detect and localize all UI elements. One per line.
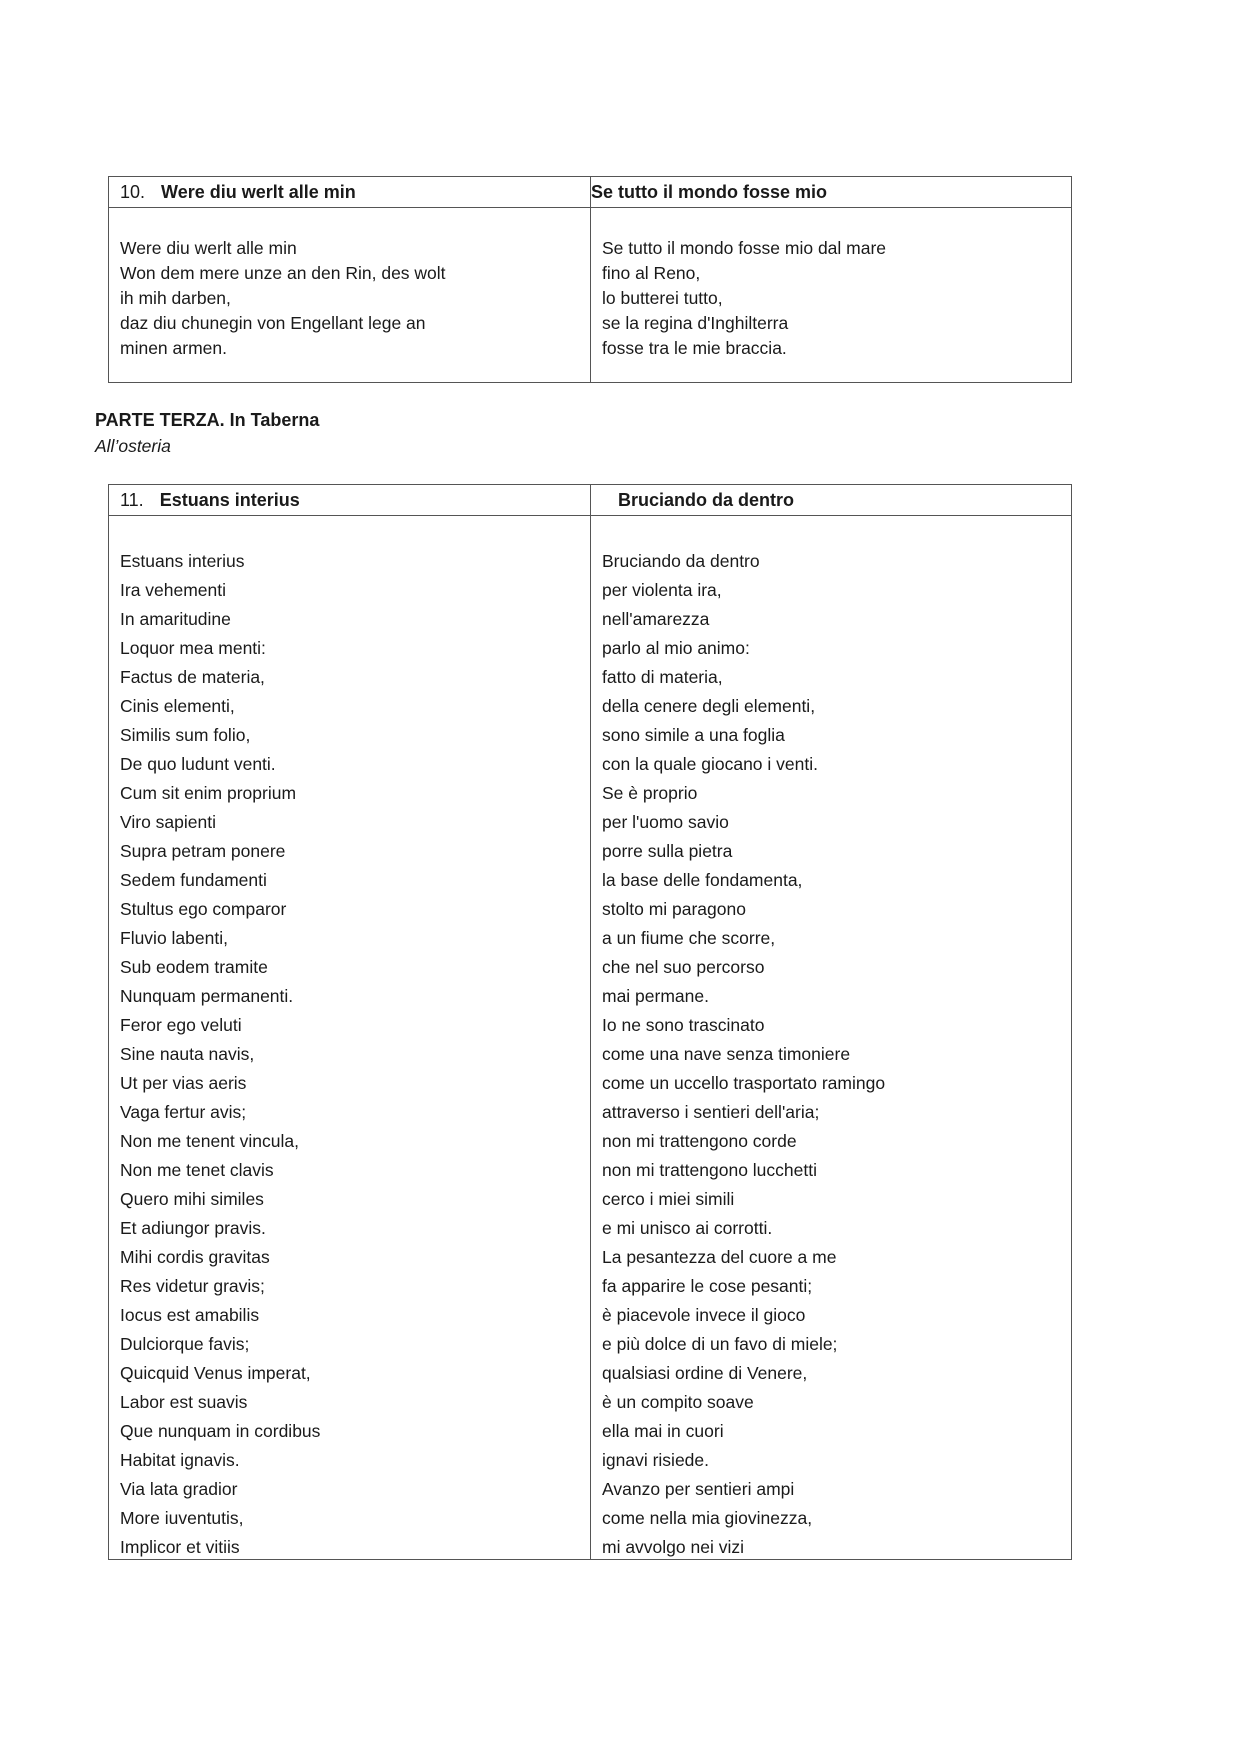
text-line: In amaritudine <box>120 609 231 629</box>
section-subtitle: All’osteria <box>95 436 171 456</box>
text-line: Iocus est amabilis <box>120 1305 260 1325</box>
text-line: nell'amarezza <box>602 609 710 629</box>
header-latin <box>109 485 591 515</box>
song-number: 11. <box>120 489 144 510</box>
text-line: Cinis elementi, <box>120 696 235 716</box>
text-line: qualsiasi ordine di Venere, <box>602 1363 808 1383</box>
text-line: Factus de materia, <box>120 667 265 687</box>
text-line: Won dem mere unze an den Rin, des wolt <box>120 263 446 283</box>
text-line: La pesantezza del cuore a me <box>602 1247 837 1267</box>
text-line: Similis sum folio, <box>120 725 251 745</box>
song-table-10 <box>108 176 1072 383</box>
italian-text-column <box>591 208 1071 383</box>
text-line: More iuventutis, <box>120 1508 244 1528</box>
text-line: come un uccello trasportato ramingo <box>602 1073 886 1093</box>
text-line: Se è proprio <box>602 783 698 803</box>
text-line: Viro sapienti <box>120 812 216 832</box>
text-line: come nella mia giovinezza, <box>602 1508 813 1528</box>
text-line: Sine nauta navis, <box>120 1044 255 1064</box>
text-line: della cenere degli elementi, <box>602 696 816 716</box>
text-line: Via lata gradior <box>120 1479 238 1499</box>
text-line: Se tutto il mondo fosse mio dal mare <box>602 238 887 258</box>
header-latin <box>109 177 591 207</box>
text-line: De quo ludunt venti. <box>120 754 276 774</box>
text-line: per l'uomo savio <box>602 812 729 832</box>
text-line: con la quale giocano i venti. <box>602 754 818 774</box>
text-line: Cum sit enim proprium <box>120 783 297 803</box>
text-line: come una nave senza timoniere <box>602 1044 851 1064</box>
text-line: Feror ego veluti <box>120 1015 242 1035</box>
text-line: Loquor mea menti: <box>120 638 266 658</box>
section-title: PARTE TERZA. In Taberna <box>95 410 320 430</box>
table-body <box>109 516 1071 1560</box>
song-title-italian: Se tutto il mondo fosse mio <box>591 181 828 202</box>
text-line: Res videtur gravis; <box>120 1276 265 1296</box>
latin-text-column <box>109 516 591 1560</box>
header-italian <box>591 177 1071 207</box>
text-line: ih mih darben, <box>120 288 231 308</box>
text-line: cerco i miei simili <box>602 1189 735 1209</box>
text-line: Ira vehementi <box>120 580 227 600</box>
song-title-latin: Estuans interius <box>159 489 300 510</box>
text-line: sono simile a una foglia <box>602 725 785 745</box>
text-line: Que nunquam in cordibus <box>120 1421 321 1441</box>
text-line: minen armen. <box>120 338 227 358</box>
text-line: daz diu chunegin von Engellant lege an <box>120 313 426 333</box>
text-line: e più dolce di un favo di miele; <box>602 1334 838 1354</box>
text-line: Vaga fertur avis; <box>120 1102 247 1122</box>
text-line: fa apparire le cose pesanti; <box>602 1276 813 1296</box>
song-number: 10. <box>120 181 146 202</box>
text-line: Fluvio labenti, <box>120 928 228 948</box>
text-line: mi avvolgo nei vizi <box>602 1537 744 1557</box>
text-line: Bruciando da dentro <box>602 551 760 571</box>
text-line: parlo al mio animo: <box>602 638 750 658</box>
text-line: a un fiume che scorre, <box>602 928 776 948</box>
table-header <box>109 485 1071 516</box>
text-line: Et adiungor pravis. <box>120 1218 266 1238</box>
text-line: Quicquid Venus imperat, <box>120 1363 311 1383</box>
text-line: Stultus ego comparor <box>120 899 287 919</box>
text-line: Sub eodem tramite <box>120 957 268 977</box>
text-line: se la regina d'Inghilterra <box>602 313 789 333</box>
text-line: è piacevole invece il gioco <box>602 1305 806 1325</box>
text-line: è un compito soave <box>602 1392 754 1412</box>
text-line: mai permane. <box>602 986 709 1006</box>
text-line: Implicor et vitiis <box>120 1537 240 1557</box>
table-header <box>109 177 1071 208</box>
header-italian <box>591 485 1071 515</box>
text-line: Sedem fundamenti <box>120 870 267 890</box>
text-line: non mi trattengono lucchetti <box>602 1160 817 1180</box>
italian-text-column <box>591 516 1071 1560</box>
text-line: Io ne sono trascinato <box>602 1015 765 1035</box>
text-line: Habitat ignavis. <box>120 1450 240 1470</box>
text-line: Labor est suavis <box>120 1392 248 1412</box>
latin-text-column <box>109 208 591 383</box>
text-line: Avanzo per sentieri ampi <box>602 1479 795 1499</box>
text-line: che nel suo percorso <box>602 957 765 977</box>
text-line: Supra petram ponere <box>120 841 286 861</box>
text-line: fino al Reno, <box>602 263 701 283</box>
text-line: stolto mi paragono <box>602 899 746 919</box>
text-line: la base delle fondamenta, <box>602 870 803 890</box>
text-line: Ut per vias aeris <box>120 1073 247 1093</box>
text-line: porre sulla pietra <box>602 841 733 861</box>
text-line: ella mai in cuori <box>602 1421 724 1441</box>
text-line: e mi unisco ai corrotti. <box>602 1218 773 1238</box>
text-line: fosse tra le mie braccia. <box>602 338 787 358</box>
text-line: Non me tenent vincula, <box>120 1131 299 1151</box>
text-line: Estuans interius <box>120 551 245 571</box>
song-table-11 <box>108 484 1072 1560</box>
text-line: Were diu werlt alle min <box>120 238 297 258</box>
text-line: per violenta ira, <box>602 580 722 600</box>
text-line: Mihi cordis gravitas <box>120 1247 270 1267</box>
song-title-latin: Were diu werlt alle min <box>161 181 356 202</box>
text-line: ignavi risiede. <box>602 1450 709 1470</box>
text-line: non mi trattengono corde <box>602 1131 797 1151</box>
text-line: lo butterei tutto, <box>602 288 723 308</box>
text-line: Nunquam permanenti. <box>120 986 294 1006</box>
text-line: Quero mihi similes <box>120 1189 264 1209</box>
table-body <box>109 208 1071 383</box>
song-title-italian: Bruciando da dentro <box>618 489 795 510</box>
text-line: fatto di materia, <box>602 667 723 687</box>
text-line: Non me tenet clavis <box>120 1160 274 1180</box>
text-line: Dulciorque favis; <box>120 1334 250 1354</box>
text-line: attraverso i sentieri dell'aria; <box>602 1102 820 1122</box>
